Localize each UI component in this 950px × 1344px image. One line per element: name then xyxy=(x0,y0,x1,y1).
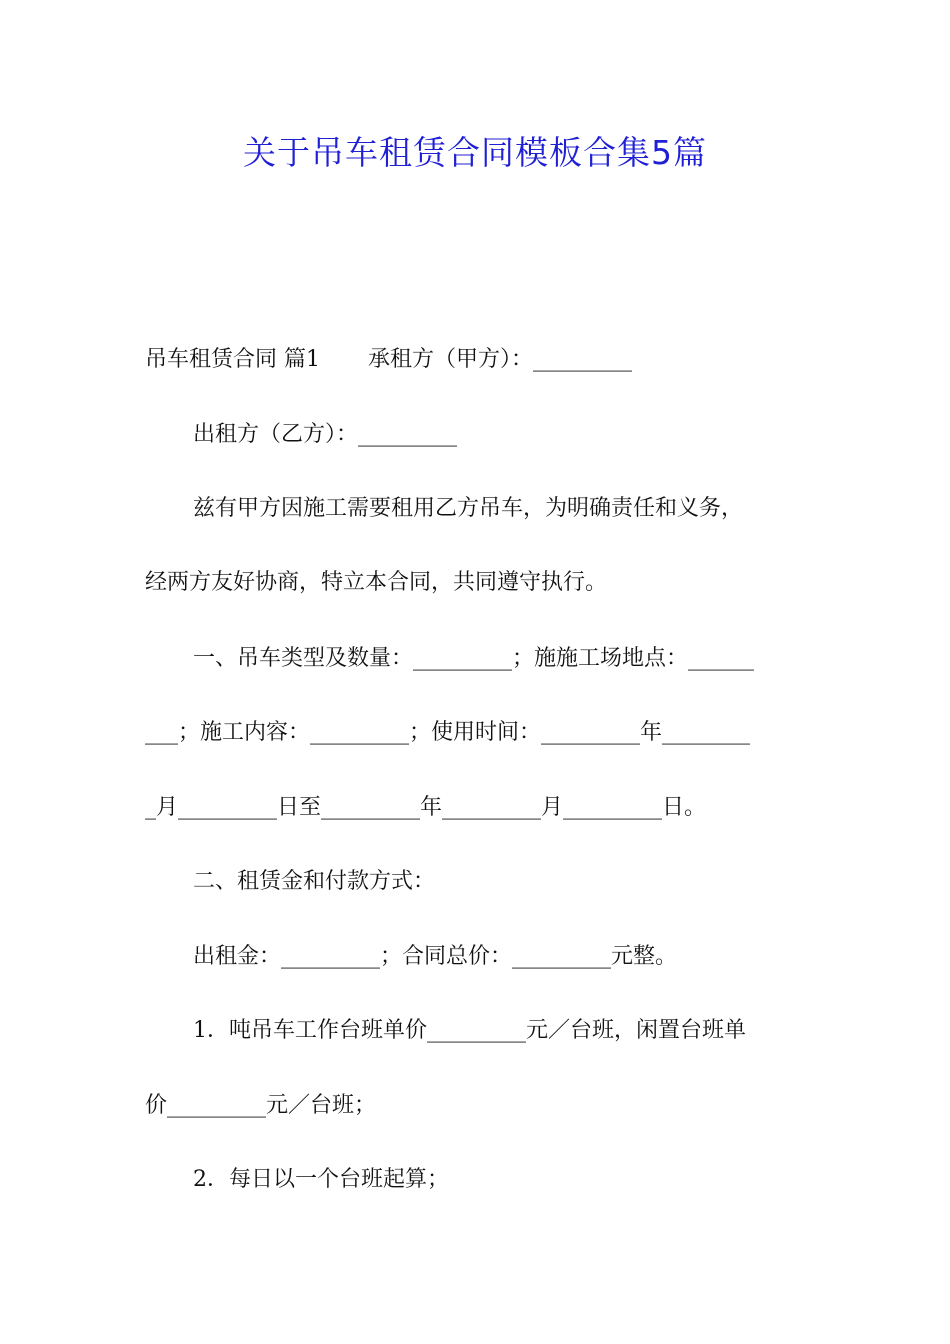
section-heading: 吊车租赁合同 篇1 xyxy=(145,347,320,372)
lessor-line: 出租方（乙方）：_________ xyxy=(193,422,458,447)
preamble-line-1: 兹有甲方因施工需要租用乙方吊车，为明确责任和义务， xyxy=(193,496,744,521)
item-1-line-1: 1．吨吊车工作台班单价_________元／台班，闲置台班单 xyxy=(193,1018,746,1043)
first-paragraph xyxy=(145,343,810,377)
rent-total-line: 出租金：_________；合同总价：_________元整。 xyxy=(193,944,678,969)
clause-1-line-3: _月_________日至_________年_________月_________日。 xyxy=(145,795,707,820)
item-2-line: 2．每日以一个台班起算； xyxy=(193,1167,449,1192)
preamble-line-2: 经两方友好协商，特立本合同，共同遵守执行。 xyxy=(145,570,608,595)
item-1-line-2: 价_________元／台班； xyxy=(145,1093,377,1118)
clause-1-line-2: ___；施工内容：_________；使用时间：_________年________ xyxy=(145,720,751,745)
document-title: 关于吊车租赁合同模板合集5篇 xyxy=(243,133,707,172)
lessee-line: 承租方（甲方）：_________ xyxy=(368,347,633,372)
clause-2-heading: 二、租赁金和付款方式： xyxy=(193,869,436,894)
clause-1-line-1: 一、吊车类型及数量：_________；施施工场地点：______ xyxy=(193,646,755,671)
